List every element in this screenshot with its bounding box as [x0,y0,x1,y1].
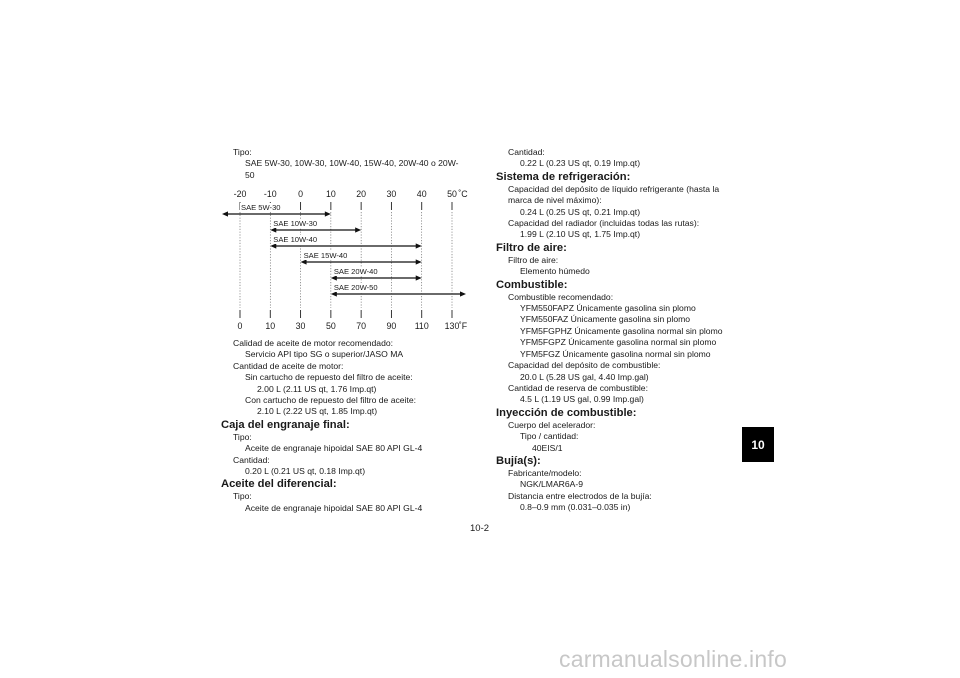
spec-line: Cantidad: [508,147,545,157]
spec-line: Cantidad: [233,454,270,465]
fahrenheit-tick-label: 10 [265,321,276,331]
spec-line: 0.24 L (0.25 US qt, 0.21 Imp.qt) [520,206,641,217]
band-arrow-right [416,243,422,248]
spec-line: marca de nivel máximo): [508,195,602,206]
band-label: SAE 5W-30 [241,203,281,212]
celsius-tick-label: 20 [356,189,367,199]
band-arrow-left [270,243,276,248]
spec-line: Filtro de aire: [508,254,559,265]
band-arrow-right [355,227,361,232]
right-column [496,147,751,514]
spec-line: Combustible recomendado: [508,291,614,302]
band-arrow-left [270,227,276,232]
section-heading: Caja del engranaje final: [221,418,350,431]
spec-line: 1.99 L (2.10 US qt, 1.75 Imp.qt) [520,229,641,240]
spec-line: YFM550FAPZ Únicamente gasolina sin plomo [520,303,696,314]
left-column-after-chart [221,338,486,514]
section-heading: Filtro de aire: [496,241,567,254]
spec-line: Servicio API tipo SG o superior/JASO MA [245,349,404,360]
celsius-tick-label: -10 [263,189,277,199]
band-arrow-right [325,211,331,216]
celsius-tick-label: 0 [298,189,304,199]
spec-line: 4.5 L (1.19 US gal, 0.99 Imp.gal) [520,394,644,405]
spec-line: Tipo: [233,431,252,442]
fahrenheit-tick-label: 30 [295,321,306,331]
section-heading: Aceite del diferencial: [221,478,337,491]
band-arrow-left [331,275,337,280]
celsius-unit-label: ˚C [458,189,468,199]
spec-line: Calidad de aceite de motor recomendado: [233,338,394,348]
spec-line: 20.0 L (5.28 US gal, 4.40 Imp.gal) [520,371,649,382]
watermark-text: carmanualsonline.info [559,646,787,672]
spec-line: 40EIS/1 [532,442,563,453]
spec-line: Cuerpo del acelerador: [508,419,596,430]
spec-line: Tipo / cantidad: [520,431,579,442]
fahrenheit-tick-label: 50 [325,321,336,331]
celsius-tick-label: 50 [447,189,457,199]
tipo-label: Tipo: [233,147,252,157]
celsius-tick-label: -20 [233,189,247,199]
spec-line: NGK/LMAR6A-9 [520,479,584,490]
spec-line: Cantidad de aceite de motor: [233,360,344,371]
spec-line: 0.20 L (0.21 US qt, 0.18 Imp.qt) [245,466,366,477]
band-label: SAE 20W-50 [333,283,378,292]
band-arrow-left [331,291,337,296]
spec-line: Elemento húmedo [520,266,590,277]
spec-line: Capacidad del depósito de líquido refrigerante (hasta la [508,183,720,194]
tipo-value-line-1: SAE 5W-30, 10W-30, 10W-40, 15W-40, 20W-40 o 20W- [245,158,459,169]
fahrenheit-tick-label: 130 [444,321,460,331]
section-heading: Combustible: [496,278,568,291]
left-column [221,147,486,181]
spec-line: Fabricante/modelo: [508,467,582,478]
spec-line: Sin cartucho de repuesto del filtro de aceite: [245,372,413,383]
spec-line: Capacidad del depósito de combustible: [508,360,661,371]
spec-line: 2.00 L (2.11 US qt, 1.76 Imp.qt) [257,383,377,394]
spec-line: Aceite de engranaje hipoidal SAE 80 API GL-4 [245,443,423,454]
spec-line: Aceite de engranaje hipoidal SAE 80 API GL-4 [245,502,423,513]
spec-line: Capacidad del radiador (incluidas todas las rutas): [508,218,700,229]
fahrenheit-tick-label: 90 [386,321,397,331]
band-arrow-right [416,275,422,280]
page-number: 10-2 [470,523,490,534]
tipo-value-line-2: 50 [245,169,255,180]
section-heading: Bujía(s): [496,454,541,467]
oil-viscosity-chart [218,186,486,336]
spec-line: 0.8–0.9 mm (0.031–0.035 in) [520,502,631,513]
band-label: SAE 15W-40 [303,251,348,260]
band-arrow-right [460,291,466,296]
celsius-tick-label: 40 [416,189,427,199]
celsius-tick-label: 30 [386,189,397,199]
spec-line: YFM5FGPHZ Únicamente gasolina normal sin plomo [520,325,723,336]
fahrenheit-tick-label: 70 [356,321,367,331]
band-arrow-right [416,259,422,264]
fahrenheit-unit-label: ˚F [458,321,468,331]
spec-line: YFM5FGPZ Únicamente gasolina normal sin plomo [520,337,717,348]
spec-line: 0.22 L (0.23 US qt, 0.19 Imp.qt) [520,158,641,169]
band-label: SAE 10W-40 [273,235,318,244]
fahrenheit-tick-label: 0 [237,321,243,331]
spec-line: YFM5FGZ Únicamente gasolina normal sin plomo [520,348,711,359]
section-heading: Inyección de combustible: [496,406,637,419]
chapter-tab: 10 [742,427,774,462]
band-arrow-left [301,259,307,264]
band-arrow-left [222,211,228,216]
spec-line: YFM550FAZ Únicamente gasolina sin plomo [520,314,691,325]
spec-line: Con cartucho de repuesto del filtro de aceite: [245,395,417,406]
celsius-tick-label: 10 [325,189,336,199]
spec-line: Distancia entre electrodos de la bujía: [508,490,652,501]
spec-line: Cantidad de reserva de combustible: [508,382,648,393]
fahrenheit-tick-label: 110 [414,321,429,331]
spec-line: Tipo: [233,491,252,502]
section-heading: Sistema de refrigeración: [496,170,631,183]
band-label: SAE 20W-40 [333,267,378,276]
band-label: SAE 10W-30 [273,219,318,228]
spec-line: 2.10 L (2.22 US qt, 1.85 Imp.qt) [257,406,378,417]
